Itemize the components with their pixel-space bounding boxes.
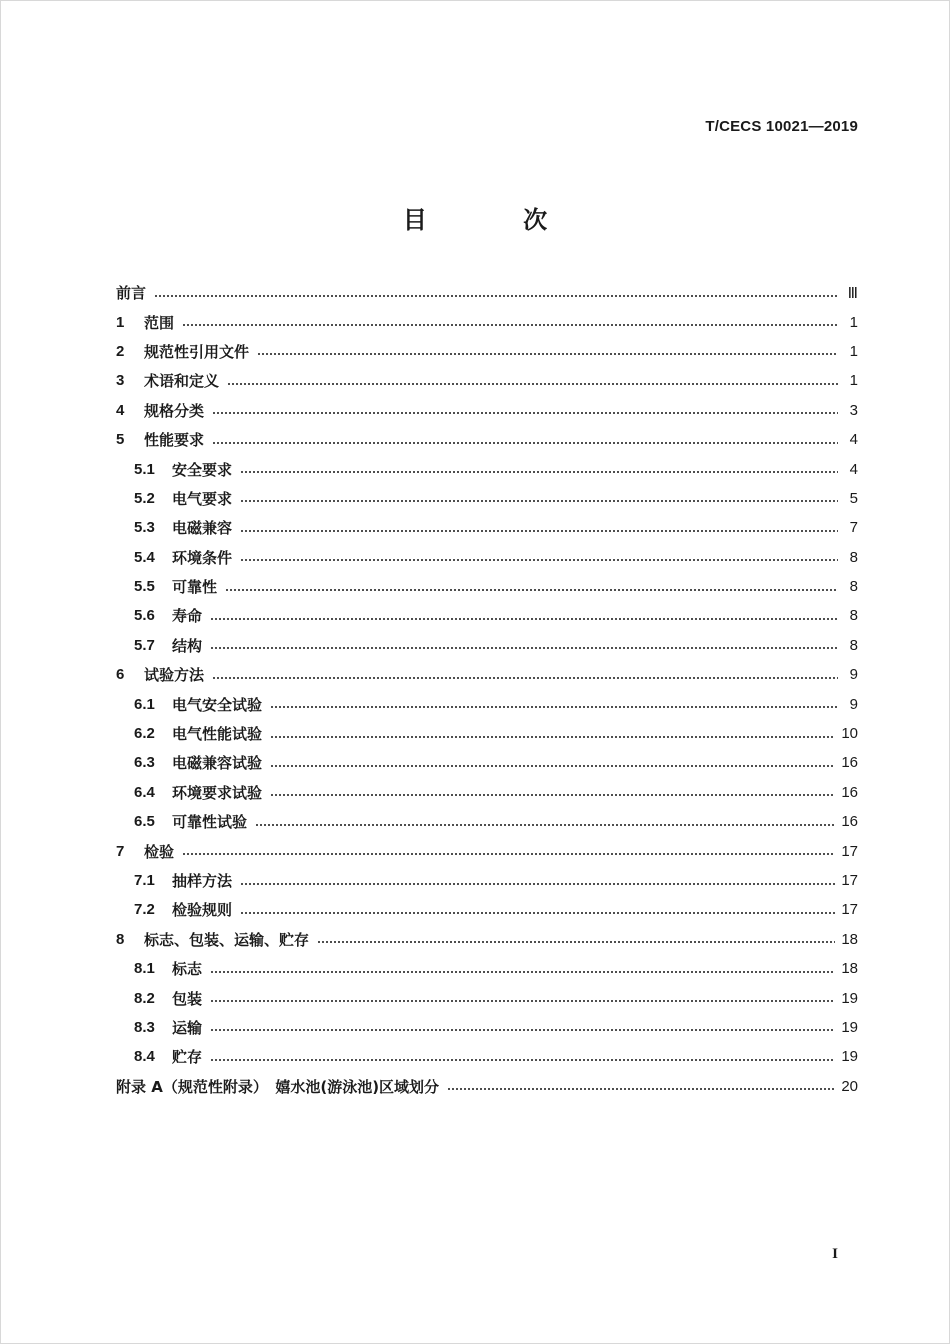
toc-entry-label: 性能要求 xyxy=(144,431,205,450)
toc-entry[interactable] xyxy=(116,660,858,689)
toc-entry-page: 17 xyxy=(841,872,858,889)
toc-entry[interactable] xyxy=(116,1013,858,1042)
dot-leader xyxy=(212,440,838,446)
dot-leader xyxy=(257,351,838,357)
toc-entry-number: 6.2 xyxy=(134,725,155,743)
toc-entry-page: 19 xyxy=(841,1018,858,1036)
toc-entry[interactable] xyxy=(116,543,858,572)
toc-entry-page: 9 xyxy=(849,666,858,684)
toc-entry-label: 安全要求 xyxy=(172,460,233,479)
toc-entry-number: 6.4 xyxy=(134,783,155,801)
toc-entry-label: 试验方法 xyxy=(144,666,205,685)
toc-entry-number: 8.4 xyxy=(134,1048,155,1066)
toc-entry-page: 19 xyxy=(841,1048,858,1066)
toc-entry-label: 贮存 xyxy=(172,1048,203,1067)
toc-entry-page: 18 xyxy=(841,960,858,978)
toc-entry[interactable] xyxy=(116,396,858,425)
toc-entry-number: 6 xyxy=(116,666,125,684)
toc-entry[interactable] xyxy=(116,983,858,1012)
toc-entry[interactable] xyxy=(116,484,858,513)
dot-leader xyxy=(212,675,838,681)
toc-entry[interactable] xyxy=(116,631,858,660)
toc-entry-page: 17 xyxy=(841,842,858,860)
toc-entry-page: 16 xyxy=(841,754,858,772)
toc-entry-number: 5.3 xyxy=(134,519,155,537)
dot-leader xyxy=(270,704,838,710)
toc-entry[interactable] xyxy=(116,807,858,836)
toc-entry-number: 5.4 xyxy=(134,548,155,566)
toc-entry[interactable] xyxy=(116,925,858,954)
toc-entry-label: 规范性引用文件 xyxy=(144,342,250,361)
toc-entry-page: Ⅲ xyxy=(847,284,858,302)
dot-leader xyxy=(210,616,838,622)
toc-entry-page: 5 xyxy=(849,489,858,507)
toc-entry-number: 8 xyxy=(116,930,125,948)
toc-entry[interactable] xyxy=(116,425,858,454)
dot-leader xyxy=(210,645,838,651)
toc-entry-page: 4 xyxy=(849,460,858,478)
toc-entry-number: 4 xyxy=(116,401,125,419)
toc-entry-number: 7.1 xyxy=(134,872,155,889)
dot-leader xyxy=(270,763,835,769)
toc-entry-page: 18 xyxy=(841,930,858,948)
toc-entry-number: 1 xyxy=(116,313,125,331)
toc-entry-label: 电磁兼容 xyxy=(172,519,233,538)
toc-entry-number: 5.6 xyxy=(134,607,155,625)
toc-entry[interactable] xyxy=(116,601,858,630)
toc-entry-label: 标志 xyxy=(172,960,203,979)
standard-number: T/CECS 10021—2019 xyxy=(705,118,858,135)
toc-entry-number: 6.3 xyxy=(134,754,155,772)
toc-entry[interactable] xyxy=(116,895,858,924)
dot-leader xyxy=(210,1057,835,1063)
toc-entry[interactable] xyxy=(116,719,858,748)
toc-entry-page: 20 xyxy=(841,1077,858,1095)
toc-entry[interactable] xyxy=(116,366,858,395)
toc-entry-number: 8.3 xyxy=(134,1018,155,1036)
toc-entry-number: 5.5 xyxy=(134,578,155,596)
toc-entry-label: 抽样方法 xyxy=(172,872,233,890)
dot-leader xyxy=(210,998,835,1004)
page-folio: I xyxy=(832,1246,838,1262)
dot-leader xyxy=(240,528,838,534)
toc-entry-label: 环境条件 xyxy=(172,548,233,567)
toc-entry[interactable] xyxy=(116,689,858,718)
dot-leader xyxy=(225,587,838,593)
toc-entry-label: 可靠性试验 xyxy=(172,813,248,832)
toc-entry-label: 运输 xyxy=(172,1018,203,1037)
toc-entry[interactable] xyxy=(116,337,858,366)
toc-entry-page: 9 xyxy=(849,695,858,713)
dot-leader xyxy=(240,881,835,887)
toc-entry-label: 电气性能试验 xyxy=(172,725,263,744)
toc-entry-number: 2 xyxy=(116,342,125,360)
toc-entry[interactable] xyxy=(116,307,858,336)
toc-entry-page: 8 xyxy=(849,548,858,566)
toc-entry-page: 17 xyxy=(841,901,858,919)
dot-leader xyxy=(227,381,838,387)
table-of-contents xyxy=(116,278,858,1101)
toc-entry-number: 3 xyxy=(116,372,125,390)
toc-entry-label: 术语和定义 xyxy=(144,372,220,391)
toc-entry[interactable] xyxy=(116,278,858,307)
toc-entry-number: 6.1 xyxy=(134,695,155,713)
toc-entry-label: 可靠性 xyxy=(172,578,218,597)
toc-entry-number: 7.2 xyxy=(134,901,155,919)
toc-entry-label: 电磁兼容试验 xyxy=(172,754,263,773)
toc-entry-page: 16 xyxy=(841,813,858,831)
toc-entry-page: 4 xyxy=(849,431,858,449)
toc-entry-number: 5.7 xyxy=(134,636,155,654)
toc-entry[interactable] xyxy=(116,513,858,542)
toc-entry[interactable] xyxy=(116,866,858,895)
toc-entry-page: 3 xyxy=(849,401,858,419)
dot-leader xyxy=(210,969,835,975)
toc-entry-page: 8 xyxy=(849,607,858,625)
dot-leader xyxy=(255,822,835,828)
toc-entry-label: 寿命 xyxy=(172,607,203,626)
toc-entry-label: 规格分类 xyxy=(144,401,205,420)
dot-leader xyxy=(270,734,835,740)
toc-entry-label: 结构 xyxy=(172,636,203,655)
toc-entry[interactable] xyxy=(116,748,858,777)
toc-entry-label: 附录 A（规范性附录） 嬉水池(游泳池)区域划分 xyxy=(116,1077,440,1096)
toc-entry-number: 7 xyxy=(116,842,125,860)
toc-entry-label: 标志、包装、运输、贮存 xyxy=(144,930,310,949)
toc-entry-page: 19 xyxy=(841,989,858,1007)
toc-entry-label: 环境要求试验 xyxy=(172,783,263,802)
dot-leader xyxy=(317,939,835,945)
dot-leader xyxy=(154,293,838,299)
toc-entry-number: 8.2 xyxy=(134,989,155,1007)
dot-leader xyxy=(182,851,835,857)
dot-leader xyxy=(182,322,838,328)
toc-entry-label: 检验 xyxy=(144,842,175,861)
toc-entry-page: 8 xyxy=(849,578,858,596)
toc-entry-label: 范围 xyxy=(144,313,175,332)
toc-entry-label: 电气安全试验 xyxy=(172,695,263,714)
toc-entry[interactable] xyxy=(116,954,858,983)
page-title: 目 次 xyxy=(402,206,592,234)
toc-entry[interactable] xyxy=(116,1042,858,1071)
toc-entry-page: 1 xyxy=(849,342,858,360)
toc-entry[interactable] xyxy=(116,572,858,601)
toc-entry-number: 5.1 xyxy=(134,460,155,478)
dot-leader xyxy=(240,469,838,475)
toc-entry-label: 电气要求 xyxy=(172,489,233,508)
toc-entry-number: 6.5 xyxy=(134,813,155,831)
dot-leader xyxy=(240,498,838,504)
toc-entry-number: 8.1 xyxy=(134,960,155,978)
dot-leader xyxy=(210,1027,835,1033)
dot-leader xyxy=(240,910,835,916)
toc-entry-label: 前言 xyxy=(116,284,147,303)
toc-entry-page: 7 xyxy=(849,519,858,537)
toc-entry-label: 检验规则 xyxy=(172,901,233,920)
dot-leader xyxy=(447,1086,835,1092)
toc-entry-number: 5.2 xyxy=(134,489,155,507)
toc-entry-page: 16 xyxy=(841,783,858,801)
toc-entry[interactable] xyxy=(116,836,858,865)
toc-entry[interactable] xyxy=(116,778,858,807)
toc-entry[interactable] xyxy=(116,1072,858,1101)
toc-entry-page: 1 xyxy=(849,313,858,331)
toc-entry[interactable] xyxy=(116,454,858,483)
dot-leader xyxy=(240,557,838,563)
toc-entry-page: 8 xyxy=(849,636,858,654)
dot-leader xyxy=(270,792,835,798)
toc-entry-page: 10 xyxy=(841,725,858,743)
dot-leader xyxy=(212,410,838,416)
toc-entry-page: 1 xyxy=(849,372,858,390)
toc-entry-label: 包装 xyxy=(172,989,203,1008)
toc-entry-number: 5 xyxy=(116,431,125,449)
